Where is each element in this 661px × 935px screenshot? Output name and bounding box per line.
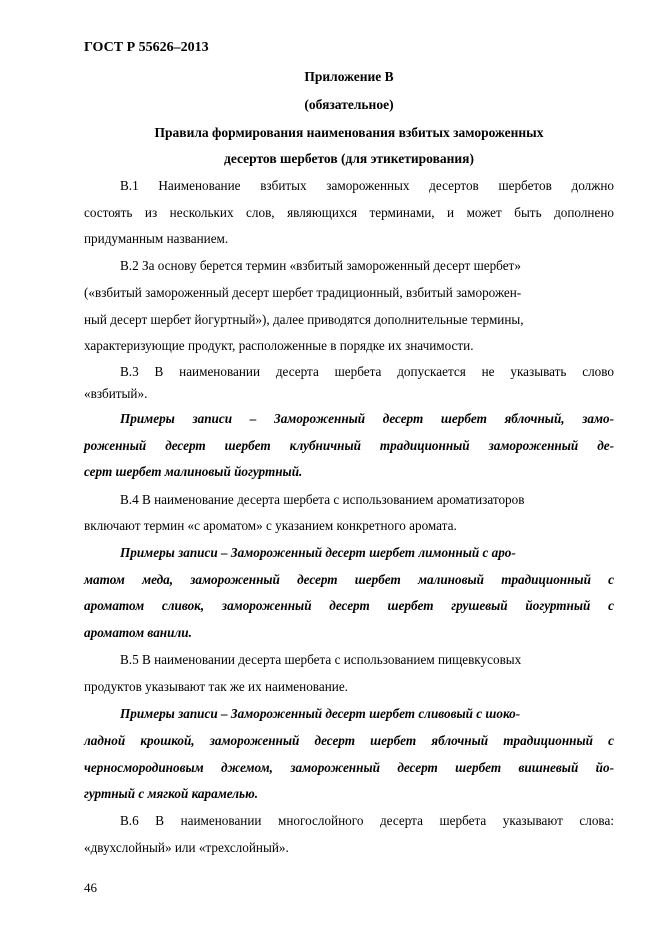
text-line: («взбитый замороженный десерт шербет традиционный, взбитый заморожен- — [84, 285, 522, 300]
text-line: В.2 За основу берется термин «взбитый замороженный десерт шербет» — [120, 258, 521, 273]
text-line: продуктов указывают так же их наименование. — [84, 679, 348, 694]
example-line: ладной крошкой, замороженный десерт шербет яблочный традиционный с — [84, 733, 614, 748]
example-line: Примеры записи – Замороженный десерт шербет лимонный с аро- — [120, 545, 516, 560]
example-line: серт шербет малиновый йогуртный. — [84, 464, 303, 479]
example-line: Примеры записи – Замороженный десерт шербет сливовый с шоко- — [120, 706, 521, 721]
appendix-heading-line2: десертов шербетов (для этикетирования) — [224, 151, 474, 166]
example-line: гуртный с мягкой карамелью. — [84, 786, 258, 801]
text-line: В.6 В наименовании многослойного десерта шербета указывают слова: — [120, 813, 614, 828]
example-line: роженный десерт шербет клубничный традиционный замороженный де- — [84, 438, 614, 453]
example-line: Примеры записи – Замороженный десерт шербет яблочный, замо- — [120, 411, 614, 426]
appendix-status: (обязательное) — [304, 97, 394, 112]
example-line: матом меда, замороженный десерт шербет малиновый традиционный с — [84, 572, 614, 587]
example-line: ароматом сливок, замороженный десерт шербет грушевый йогуртный с — [84, 598, 614, 613]
appendix-title: Приложение В — [304, 69, 394, 84]
text-line: состоять из нескольких слов, являющихся терминами, и может быть дополнено — [84, 205, 614, 220]
text-line: включают термин «с ароматом» с указанием конкретного аромата. — [84, 518, 457, 533]
page-number: 46 — [84, 880, 97, 895]
text-line: В.3 В наименовании десерта шербета допускается не указывать слово — [120, 364, 614, 379]
text-line: В.1 Наименование взбитых замороженных десертов шербетов должно — [120, 178, 614, 193]
example-line: ароматом ванили. — [84, 625, 192, 640]
text-line: В.4 В наименование десерта шербета с использованием ароматизаторов — [120, 492, 525, 507]
doc-code: ГОСТ Р 55626–2013 — [84, 40, 209, 55]
example-line: черносмородиновым джемом, замороженный десерт шербет вишневый йо- — [84, 760, 614, 775]
text-line: придуманным названием. — [84, 231, 229, 246]
appendix-heading-line1: Правила формирования наименования взбитых замороженных — [154, 125, 544, 140]
text-line: В.5 В наименовании десерта шербета с использованием пищевкусовых — [120, 652, 522, 667]
text-line: ный десерт шербет йогуртный»), далее приводятся дополнительные термины, — [84, 312, 524, 327]
text-line: «двухслойный» или «трехслойный». — [84, 840, 289, 855]
text-line: характеризующие продукт, расположенные в порядке их значимости. — [84, 338, 474, 353]
text-line: «взбитый». — [84, 386, 148, 401]
